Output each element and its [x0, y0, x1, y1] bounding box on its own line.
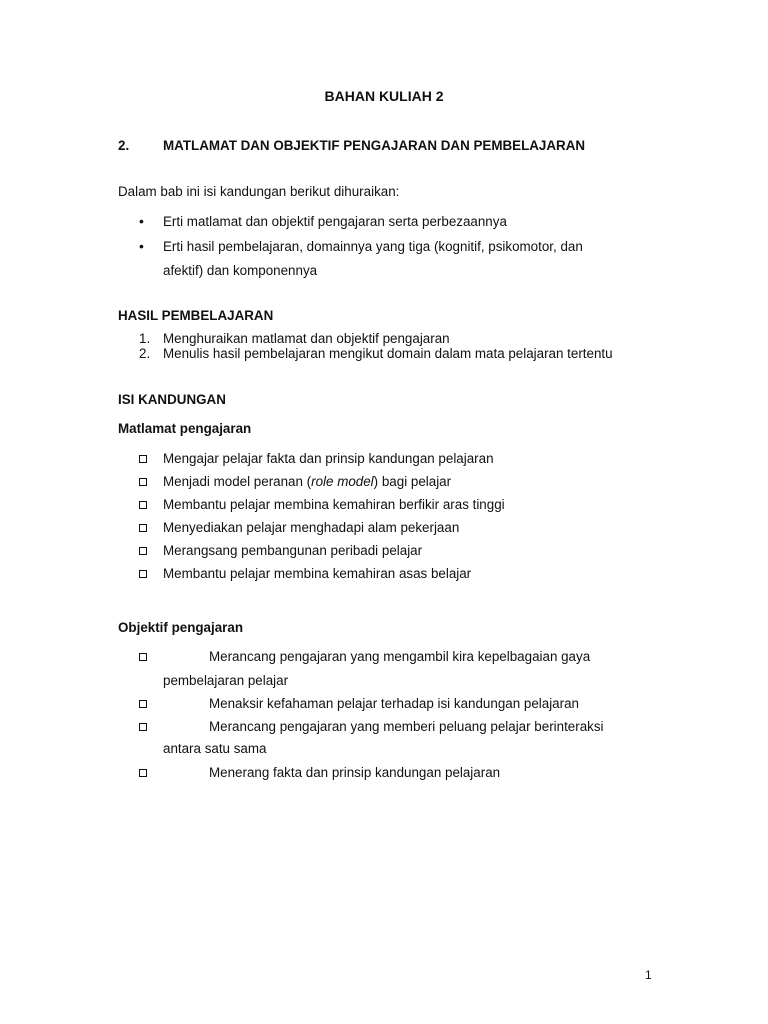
checkbox-icon	[139, 524, 147, 532]
objektif-item-3-cont: antara satu sama	[163, 741, 267, 756]
hasil-num-1: 1.	[139, 331, 151, 346]
matlamat-heading: Matlamat pengajaran	[118, 421, 252, 436]
checkbox-icon	[139, 478, 147, 486]
bullet-dot-icon: •	[139, 213, 144, 229]
checkbox-icon	[139, 501, 147, 509]
matlamat-item-2-italic: role model	[311, 474, 374, 489]
document-title: BAHAN KULIAH 2	[324, 88, 444, 104]
matlamat-item-2-before: Menjadi model peranan (	[163, 474, 312, 489]
page-number: 1	[645, 968, 652, 982]
objektif-item-1-cont: pembelajaran pelajar	[163, 673, 289, 688]
checkbox-icon	[139, 455, 147, 463]
section-title: MATLAMAT DAN OBJEKTIF PENGAJARAN DAN PEMBELAJARAN	[163, 138, 586, 153]
hasil-num-2: 2.	[139, 346, 151, 361]
hasil-item-2: Menulis hasil pembelajaran mengikut domain dalam mata pelajaran tertentu	[163, 346, 613, 361]
objektif-item-3: Merancang pengajaran yang memberi peluang pelajar berinteraksi	[209, 719, 604, 734]
matlamat-item-4: Menyediakan pelajar menghadapi alam pekerjaan	[163, 520, 460, 535]
objektif-heading: Objektif pengajaran	[118, 620, 244, 635]
checkbox-icon	[139, 547, 147, 555]
matlamat-item-3: Membantu pelajar membina kemahiran berfikir aras tinggi	[163, 497, 505, 512]
hasil-item-1: Menghuraikan matlamat dan objektif pengajaran	[163, 331, 450, 346]
section-number: 2.	[118, 138, 130, 153]
intro-bullet-2: Erti hasil pembelajaran, domainnya yang tiga (kognitif, psikomotor, dan	[163, 239, 583, 254]
objektif-item-1: Merancang pengajaran yang mengambil kira kepelbagaian gaya	[209, 649, 591, 664]
bullet-dot-icon: •	[139, 238, 144, 254]
objektif-item-2: Menaksir kefahaman pelajar terhadap isi kandungan pelajaran	[209, 696, 579, 711]
checkbox-icon	[139, 723, 147, 731]
matlamat-item-2	[163, 474, 451, 490]
matlamat-item-6: Membantu pelajar membina kemahiran asas belajar	[163, 566, 472, 581]
matlamat-item-1: Mengajar pelajar fakta dan prinsip kandungan pelajaran	[163, 451, 494, 466]
checkbox-icon	[139, 700, 147, 708]
checkbox-icon	[139, 653, 147, 661]
checkbox-icon	[139, 769, 147, 777]
hasil-heading: HASIL PEMBELAJARAN	[118, 308, 274, 323]
checkbox-icon	[139, 570, 147, 578]
objektif-item-4: Menerang fakta dan prinsip kandungan pelajaran	[209, 765, 501, 780]
matlamat-item-2-after: ) bagi pelajar	[373, 474, 452, 489]
isi-heading: ISI KANDUNGAN	[118, 392, 226, 407]
matlamat-item-5: Merangsang pembangunan peribadi pelajar	[163, 543, 423, 558]
intro-bullet-1: Erti matlamat dan objektif pengajaran serta perbezaannya	[163, 214, 507, 229]
intro-text: Dalam bab ini isi kandungan berikut dihuraikan:	[118, 184, 400, 199]
intro-bullet-2-cont: afektif) dan komponennya	[163, 263, 318, 278]
